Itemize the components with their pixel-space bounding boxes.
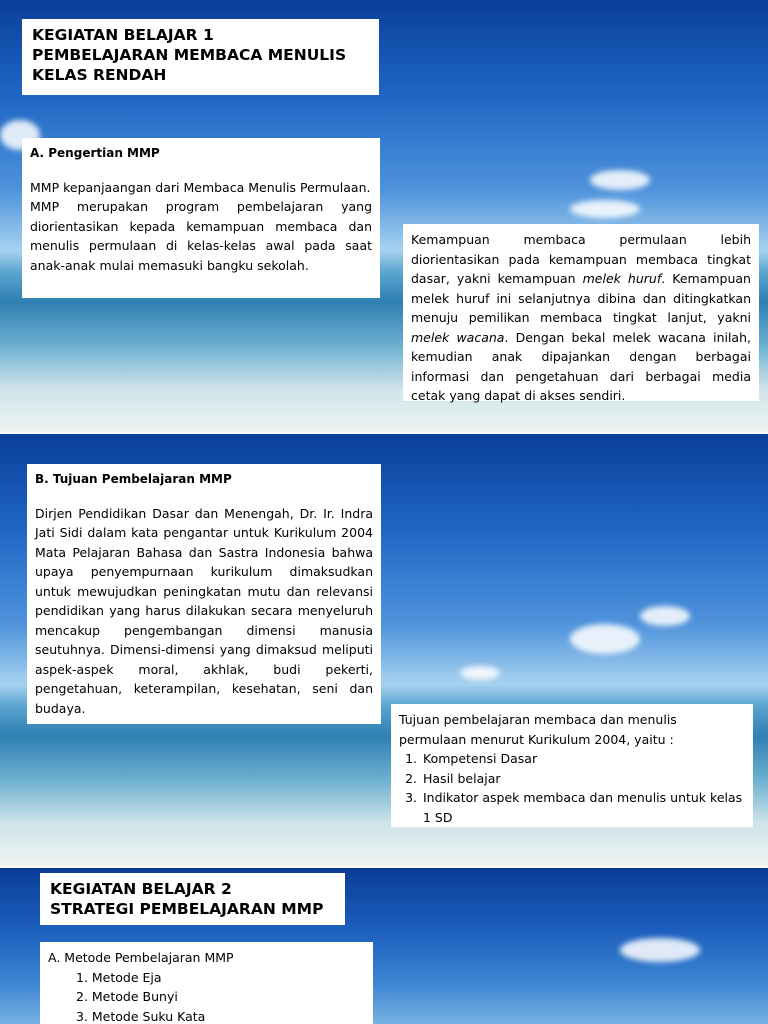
slide-title xyxy=(40,873,345,925)
list-item: 3. Metode Suku Kata xyxy=(76,1008,206,1024)
section-heading: A. Pengertian MMP xyxy=(30,146,160,160)
title-line: KEGIATAN BELAJAR 2 xyxy=(50,880,232,898)
definition-paragraph: MMP merupakan program pembelajaran yang diorientasikan kepada kemampuan membaca dan menulis permulaan di kelas-kelas awal pada saat anak-anak mulai memasuki bangku sekolah. xyxy=(30,199,372,273)
reading-ability-box xyxy=(403,224,759,401)
slide-2 xyxy=(0,434,768,866)
title-line: PEMBELAJARAN MEMBACA MENULIS xyxy=(32,46,347,64)
cloud-decoration xyxy=(620,938,700,962)
method-box xyxy=(40,942,373,1024)
title-line: KELAS RENDAH xyxy=(32,66,167,84)
title-line: KEGIATAN BELAJAR 1 xyxy=(32,26,214,44)
list-item: 2. Metode Bunyi xyxy=(76,989,178,1004)
goals-intro: Tujuan pembelajaran membaca dan menulis permulaan menurut Kurikulum 2004, yaitu : xyxy=(399,712,677,747)
section-heading: B. Tujuan Pembelajaran MMP xyxy=(35,472,232,486)
slide-1 xyxy=(0,0,768,432)
cloud-decoration xyxy=(640,606,690,626)
goals-paragraph: Dirjen Pendidikan Dasar dan Menengah, Dr. Ir. Indra Jati Sidi dalam kata pengantar untuk Kurikulum 2004 Mata Pelajaran Bahasa dan Sastra Indonesia bahwa upaya penyempurnaan kurikulum dimaksudkan untuk mewujudkan peningkatan mutu dan relevansi pendidikan yang harus dilakukan secara menyeluruh mencakup pengembangan dimensi manusia seutuhnya. Dimensi-dimensi yang dimaksud meliputi aspek-aspek moral, akhlak, budi pekerti, pengetahuan, keterampilan, kesehatan, seni dan budaya. xyxy=(35,505,373,716)
cloud-decoration xyxy=(460,666,500,680)
cloud-decoration xyxy=(570,624,640,654)
list-item: 2. Hasil belajar xyxy=(421,769,745,789)
list-item: 3. Indikator aspek membaca dan menulis untuk kelas 1 SD xyxy=(421,788,745,827)
list-item: 1. Kompetensi Dasar xyxy=(421,749,745,769)
goals-list xyxy=(399,749,745,827)
slide-title xyxy=(22,19,379,95)
method-list xyxy=(48,968,365,1024)
reading-ability-paragraph: Kemampuan membaca permulaan lebih diorientasikan pada kemampuan membaca tingkat dasar, yakni kemampuan melek huruf. Kemampuan melek huruf ini selanjutnya dibina dan ditingkatkan menuju pemilikan membaca tingkat lanjut, yakni melek wacana. Dengan bekal melek wacana inilah, kemudian anak dipajankan dengan berbagai informasi dan pengetahuan dari berbagai media cetak yang dapat di akses sendiri. xyxy=(411,232,751,403)
definition-paragraph: MMP kepanjaangan dari Membaca Menulis Permulaan. xyxy=(30,179,371,195)
goals-list-box xyxy=(391,704,753,827)
cloud-decoration xyxy=(590,170,650,190)
section-heading: A. Metode Pembelajaran MMP xyxy=(48,950,234,965)
goals-explanation-box xyxy=(27,464,381,724)
cloud-decoration xyxy=(570,200,640,218)
slide-3 xyxy=(0,868,768,1024)
definition-box xyxy=(22,138,380,298)
list-item: 1. Metode Eja xyxy=(76,969,162,985)
title-line: STRATEGI PEMBELAJARAN MMP xyxy=(50,900,324,918)
